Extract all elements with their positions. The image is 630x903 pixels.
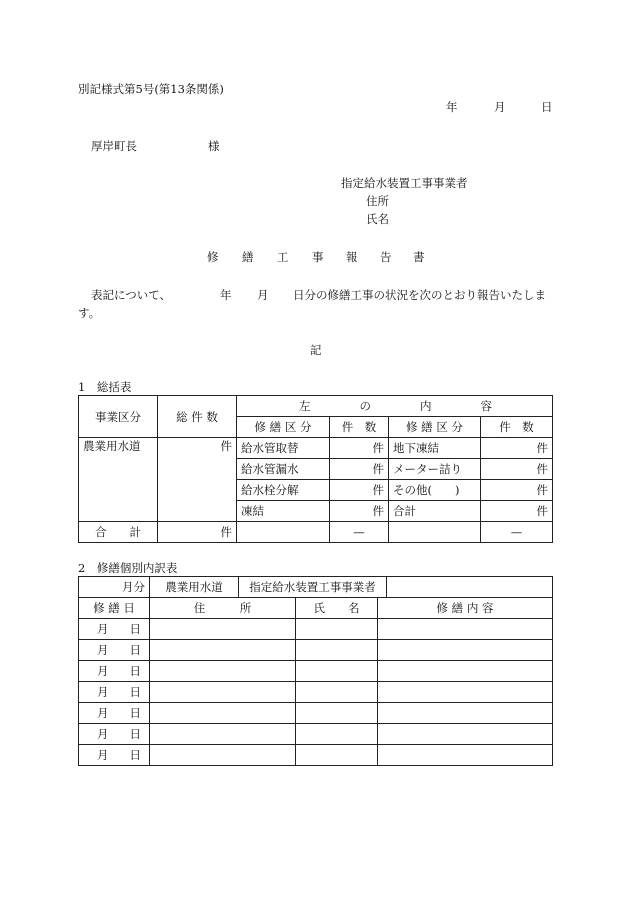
- address-cell: [150, 745, 296, 766]
- date-month: 月: [494, 100, 506, 114]
- title-char: 報: [346, 250, 358, 264]
- sender-title: 指定給水装置工事事業者: [341, 176, 468, 190]
- detail-table: [78, 597, 553, 766]
- name-cell: [296, 745, 378, 766]
- detail-row: [79, 745, 553, 766]
- body-year: 年: [220, 288, 232, 302]
- name-cell: [296, 703, 378, 724]
- month-char: 月: [97, 706, 109, 720]
- item-count: 件: [330, 480, 389, 501]
- month-char: 月: [97, 643, 109, 657]
- day-char: 日: [129, 748, 141, 762]
- detail-header-table: [78, 576, 553, 598]
- header-left-char: 容: [480, 399, 492, 413]
- row-total-count: 件: [158, 438, 237, 522]
- sender-name: 氏名: [366, 212, 389, 226]
- contractor-value: [387, 577, 553, 598]
- detail-row: [79, 724, 553, 745]
- name-cell: [296, 640, 378, 661]
- date-year: 年: [446, 100, 458, 114]
- title-char: 修: [207, 250, 219, 264]
- day-char: 日: [129, 706, 141, 720]
- item-label: メーター詰り: [389, 459, 481, 480]
- day-char: 日: [129, 685, 141, 699]
- section1-title: 1 総括表: [78, 380, 132, 394]
- sum-empty: [237, 522, 330, 543]
- item-count: 件: [481, 459, 553, 480]
- sender-address: 住所: [366, 194, 389, 208]
- content-cell: [378, 619, 553, 640]
- item-label: その他( ): [389, 480, 481, 501]
- item-label: 給水管漏水: [237, 459, 330, 480]
- title-char: 事: [312, 250, 324, 264]
- address-cell: [150, 661, 296, 682]
- item-count: 件: [330, 501, 389, 522]
- section2-title: 2 修繕個別内訳表: [78, 561, 178, 575]
- header-total: 総 件 数: [158, 396, 237, 438]
- day-char: 日: [129, 727, 141, 741]
- name-cell: [296, 724, 378, 745]
- header-left-char: の: [359, 399, 371, 413]
- detail-row: [79, 703, 553, 724]
- month-char: 月: [97, 622, 109, 636]
- day-char: 日: [129, 664, 141, 678]
- item-label: 地下凍結: [389, 438, 481, 459]
- category-label: 農業用水道: [150, 577, 239, 598]
- address-cell: [150, 619, 296, 640]
- address-cell: [150, 703, 296, 724]
- month-char: 月: [97, 748, 109, 762]
- body-text-cont: 日分の修繕工事の状況を次のとおり報告いたしま: [293, 288, 546, 302]
- date-cell: [79, 619, 150, 640]
- header-category: 事業区分: [79, 396, 158, 438]
- day-char: 日: [129, 622, 141, 636]
- detail-row: [79, 640, 553, 661]
- sum-dash: —: [481, 522, 553, 543]
- sum-count: 件: [158, 522, 237, 543]
- header-content: 修 繕 内 容: [378, 598, 553, 619]
- name-cell: [296, 619, 378, 640]
- item-count: 件: [481, 501, 553, 522]
- item-count: 件: [481, 480, 553, 501]
- ki-label: 記: [310, 343, 322, 357]
- name-cell: [296, 682, 378, 703]
- date-cell: [79, 745, 150, 766]
- name-cell: [296, 661, 378, 682]
- item-label: 給水栓分解: [237, 480, 330, 501]
- address-cell: [150, 724, 296, 745]
- body-text-end: す。: [78, 306, 101, 320]
- date-cell: [79, 703, 150, 724]
- detail-row: [79, 682, 553, 703]
- content-cell: [378, 661, 553, 682]
- title-char: 告: [380, 250, 392, 264]
- row-category: 農業用水道: [79, 438, 158, 522]
- date-cell: [79, 682, 150, 703]
- addressee-honorific: 様: [208, 139, 220, 153]
- header-left-content: [237, 396, 553, 417]
- item-label: 凍結: [237, 501, 330, 522]
- header-count: 件 数: [330, 417, 389, 438]
- date-cell: [79, 640, 150, 661]
- header-count: 件 数: [481, 417, 553, 438]
- item-count: 件: [330, 438, 389, 459]
- date-day: 日: [541, 100, 553, 114]
- body-text-start: 表記について、: [91, 288, 172, 302]
- item-label: 合計: [389, 501, 481, 522]
- detail-row: [79, 619, 553, 640]
- item-count: 件: [481, 438, 553, 459]
- day-char: 日: [129, 643, 141, 657]
- title-char: 繕: [242, 250, 254, 264]
- header-left-char: 内: [420, 399, 432, 413]
- sum-empty: [389, 522, 481, 543]
- content-cell: [378, 682, 553, 703]
- item-count: 件: [330, 459, 389, 480]
- summary-table: [78, 395, 553, 543]
- contractor-label: 指定給水装置工事事業者: [239, 577, 387, 598]
- month-char: 月: [97, 685, 109, 699]
- detail-row: [79, 661, 553, 682]
- month-char: 月: [97, 727, 109, 741]
- content-cell: [378, 640, 553, 661]
- header-left-char: 左: [299, 399, 311, 413]
- form-label: 別記様式第5号(第13条関係): [78, 82, 224, 96]
- header-repair-type: 修 繕 区 分: [389, 417, 481, 438]
- month-char: 月: [97, 664, 109, 678]
- address-cell: [150, 640, 296, 661]
- content-cell: [378, 745, 553, 766]
- sum-dash: —: [330, 522, 389, 543]
- body-month: 月: [257, 288, 269, 302]
- header-address: 住 所: [150, 598, 296, 619]
- content-cell: [378, 724, 553, 745]
- title-char: 工: [277, 250, 289, 264]
- month-label: 月分: [79, 577, 150, 598]
- date-cell: [79, 661, 150, 682]
- content-cell: [378, 703, 553, 724]
- addressee-name: 厚岸町長: [91, 139, 137, 153]
- header-repair-type: 修 繕 区 分: [237, 417, 330, 438]
- item-label: 給水管取替: [237, 438, 330, 459]
- header-date: 修 繕 日: [79, 598, 150, 619]
- date-cell: [79, 724, 150, 745]
- header-name: 氏 名: [296, 598, 378, 619]
- title-char: 書: [413, 250, 425, 264]
- address-cell: [150, 682, 296, 703]
- sum-label: 合 計: [79, 522, 158, 543]
